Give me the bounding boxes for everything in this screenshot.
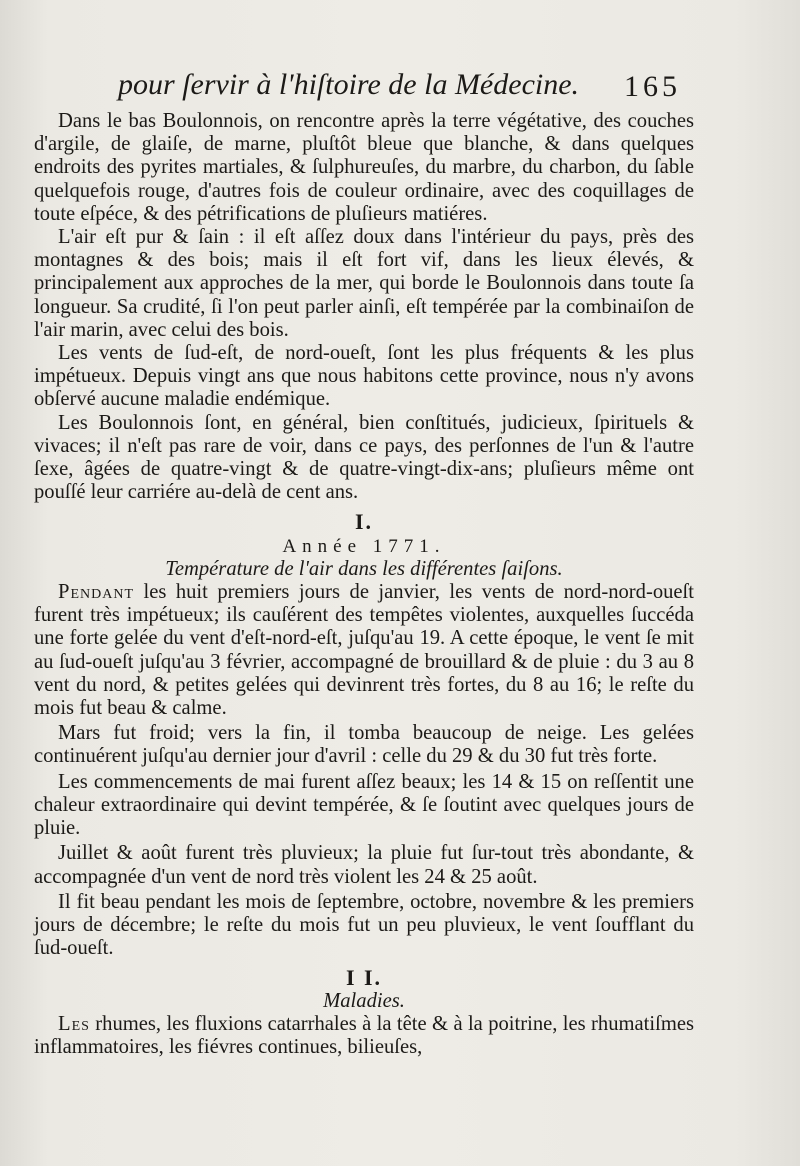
section-number-1: I.	[354, 509, 374, 535]
paragraph-may: Les commencements de mai furent aſſez beaux; les 14 & 15 on reſſentit une chaleur extraordinaire qui devint tempérée, & ſe ſoutint avec quelques jours de pluie.	[34, 770, 694, 840]
section-subtitle-temperature: Température de l'air dans les différentes ſaiſons.	[165, 557, 563, 580]
body-text	[34, 110, 694, 1059]
drop-word: Pendant	[58, 581, 134, 604]
paragraph-soil: Dans le bas Boulonnois, on rencontre après la terre végétative, des couches d'argile, de glaiſe, de marne, pluſtôt bleue que blanche, & dans quelques endroits des pyrites martiales, & ſulphureuſes, du marbre, du charbon, du ſable quelquefois rouge, d'autres fois de couleur ordinaire, avec des coquillages de toute eſpéce, & des pétrifications de pluſieurs matiéres.	[34, 110, 694, 225]
paragraph-inhabitants: Les Boulonnois ſont, en général, bien conſtitués, judicieux, ſpirituels & vivaces; il n'eſt pas rare de voir, dans ce pays, des perſonnes de l'un & l'autre ſexe, âgées de quatre-vingt & de quatre-vingt-dix-ans; pluſieurs même ont pouſſé leur carriére au-delà de cent ans.	[34, 411, 694, 504]
section-title-year: Année 1771.	[282, 535, 446, 557]
section-number-2: I I.	[345, 965, 383, 991]
paragraph-air: L'air eſt pur & ſain : il eſt aſſez doux dans l'intérieur du pays, près des montagnes & des bois; mais il eſt fort vif, dans les lieux élevés, & principalement aux approches de la mer, qui borde le Boulonnois dans toute ſa longueur. Sa crudité, ſi l'on peut parler ainſi, eſt tempérée par la combinaiſon de l'air marin, avec celui des bois.	[34, 226, 694, 341]
paragraph-september: Il fit beau pendant les mois de ſeptembre, octobre, novembre & les premiers jours de décembre; le reſte du mois fut un peu pluvieux, le vent ſoufflant du ſud-oueſt.	[34, 890, 694, 960]
running-title: pour ſervir à l'hiſtoire de la Médecine.	[118, 68, 580, 101]
page-number: 165	[624, 70, 681, 103]
paragraph-january	[34, 581, 694, 720]
paragraph-diseases-text: rhumes, les fluxions catarrhales à la tête & à la poitrine, les rhumatiſmes inflammatoires, les fiévres continues, bilieuſes,	[34, 1012, 694, 1058]
paragraph-march: Mars fut froid; vers la fin, il tomba beaucoup de neige. Les gelées continuérent juſqu'au dernier jour d'avril : celle du 29 & du 30 fut très forte.	[34, 722, 694, 768]
section-subtitle-diseases: Maladies.	[323, 989, 405, 1012]
paragraph-january-text: les huit premiers jours de janvier, les vents de nord-nord-oueſt furent très impétueux; ils cauſérent des tempêtes violentes, auxquelles ſuccéda une forte gelée du vent d'eſt-nord-eſt, juſqu'au 19. A cette époque, le vent ſe mit au ſud-oueſt juſqu'au 3 février, accompagné de brouillard & de pluie : du 3 au 8 vent du nord, & petites gelées qui devinrent très fortes, du 8 au 16; le reſte du mois fut beau & calme.	[34, 581, 694, 720]
paragraph-july: Juillet & août furent très pluvieux; la pluie fut ſur-tout très abondante, & accompagnée d'un vent de nord très violent les 24 & 25 août.	[34, 842, 694, 888]
paragraph-diseases	[34, 1013, 694, 1059]
paragraph-winds: Les vents de ſud-eſt, de nord-oueſt, ſont les plus fréquents & les plus impétueux. Depuis vingt ans que nous habitons cette province, nous n'y avons obſervé aucune maladie endémique.	[34, 342, 694, 411]
drop-word: Les	[58, 1012, 90, 1035]
